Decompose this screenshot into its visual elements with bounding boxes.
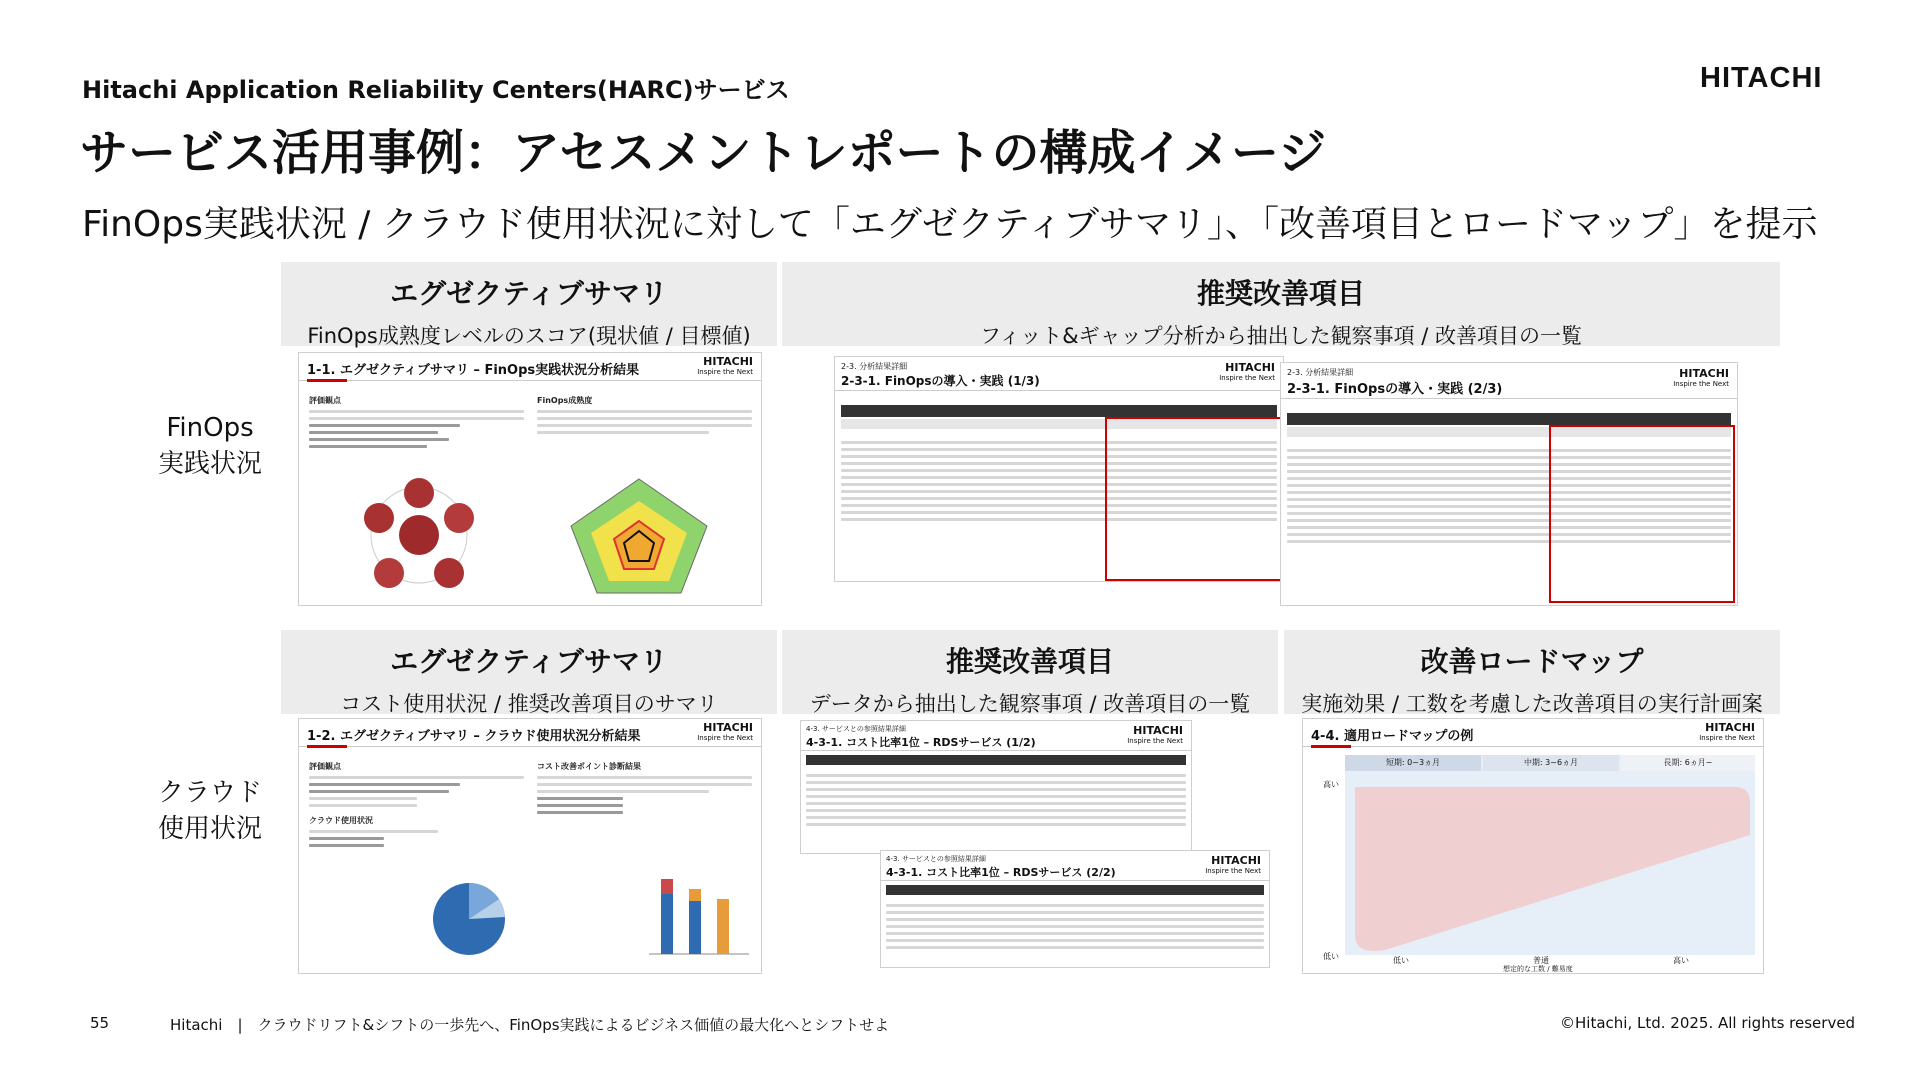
thumbnail-logo: HITACHI Inspire the Next: [1219, 361, 1275, 382]
thumbnail-right-text: [537, 395, 752, 438]
row-label-cloud: [140, 775, 280, 847]
thumbnail-logo: HITACHI Inspire the Next: [1699, 721, 1755, 742]
thumbnail-title: 2-3-1. FinOpsの導入・実践 (1/3): [841, 374, 1040, 388]
header-box-cloud-roadmap: [1284, 630, 1780, 714]
thumbnail-section: 4-3. サービスとの参照結果詳細: [886, 855, 986, 863]
box-subtitle: コスト使用状況 / 推奨改善項目のサマリ: [340, 692, 718, 716]
thumbnail-logo: HITACHI Inspire the Next: [697, 355, 753, 376]
thumbnail-title: 1-1. エグゼクティブサマリ – FinOps実践状況分析結果: [307, 363, 640, 378]
box-title: 推奨改善項目: [945, 645, 1114, 678]
thumbnail-finops-improvements-1: [834, 356, 1284, 582]
y-axis-high: 高い: [1323, 780, 1339, 789]
thumbnail-title: 1-2. エグゼクティブサマリ – クラウド使用状況分析結果: [307, 729, 641, 744]
thumbnail-header: [1303, 719, 1763, 747]
thumbnail-header: [881, 851, 1269, 881]
header-box-cloud-exec-summary: [281, 630, 777, 714]
row-label-finops: [140, 410, 280, 482]
thumbnail-logo: HITACHI Inspire the Next: [1205, 854, 1261, 875]
box-subtitle: FinOps成熟度レベルのスコア(現状値 / 目標値): [307, 324, 751, 348]
thumbnail-title: 4-3-1. コスト比率1位 – RDSサービス (1/2): [806, 736, 1036, 749]
thumbnail-section: 4-3. サービスとの参照結果詳細: [806, 725, 906, 733]
thumbnail-title: 4-3-1. コスト比率1位 – RDSサービス (2/2): [886, 866, 1116, 879]
box-subtitle: フィット&ギャップ分析から抽出した観察事項 / 改善項目の一覧: [979, 324, 1583, 348]
section-head: 評価観点: [309, 762, 341, 771]
y-axis-low: 低い: [1323, 952, 1339, 961]
thumbnail-logo: HITACHI Inspire the Next: [1127, 724, 1183, 745]
thumbnail-title: 4-4. 適用ロードマップの例: [1311, 729, 1474, 744]
thumbnail-header: [299, 353, 761, 381]
table-header: [841, 405, 1277, 417]
table-body: [881, 895, 1269, 958]
phase-short: 短期: 0~3ヵ月: [1345, 755, 1481, 771]
section-head: コスト改善ポイント診断結果: [537, 762, 641, 771]
table-header: [886, 885, 1264, 895]
thumbnail-finops-improvements-2: [1280, 362, 1738, 606]
page-number: 55: [90, 1014, 110, 1032]
row-label-line: 実践状況: [157, 449, 262, 479]
table-header: [806, 755, 1186, 765]
row-label-line: クラウド: [157, 778, 262, 808]
section-head: FinOps成熟度: [537, 396, 593, 405]
header-box-finops-exec-summary: [281, 262, 777, 346]
service-name: Hitachi Application Reliability Centers(HARC)サービス: [82, 76, 790, 104]
accent-bar: [307, 745, 347, 748]
thumbnail-header: [299, 719, 761, 747]
box-title: エグゼクティブサマリ: [390, 645, 668, 678]
thumbnail-header: [801, 721, 1191, 751]
slide-title: サービス活用事例：アセスメントレポートの構成イメージ: [80, 125, 1327, 181]
x-axis-label: 想定的な工数 / 難易度: [1503, 965, 1573, 973]
row-label-line: 使用状況: [157, 814, 262, 844]
thumbnail-cloud-exec-summary: [298, 718, 762, 974]
row-label-line: FinOps: [166, 413, 254, 443]
thumbnail-cloud-improvements-2: [880, 850, 1270, 968]
box-title: 推奨改善項目: [1196, 277, 1365, 310]
thumbnail-title: 2-3-1. FinOpsの導入・実践 (2/3): [1287, 382, 1503, 397]
phase-mid: 中期: 3~6ヵ月: [1483, 755, 1619, 771]
accent-bar: [1311, 745, 1351, 748]
thumbnail-cloud-improvements-1: [800, 720, 1192, 854]
roadmap-band: [1345, 775, 1755, 955]
x-axis-mid: 普通: [1533, 956, 1549, 965]
accent-bar: [307, 379, 347, 382]
slide-subtitle: FinOps実践状況 / クラウド使用状況に対して「エグゼクティブサマリ」、「改善項目とロードマップ」を提示: [82, 204, 1818, 245]
thumbnail-left-text: [309, 761, 524, 851]
table-header: [1287, 413, 1731, 425]
header-box-cloud-improvements: [782, 630, 1278, 714]
x-axis-low: 低い: [1393, 956, 1409, 965]
cost-pie-chart: [429, 879, 509, 959]
copyright: ©Hitachi, Ltd. 2025. All rights reserved: [1560, 1014, 1856, 1032]
assessment-circle-diagram: [319, 473, 519, 598]
cost-bar-chart: [649, 849, 749, 959]
table-body: [801, 765, 1191, 835]
section-head: 評価観点: [309, 396, 341, 405]
thumbnail-section: 2-3. 分析結果詳細: [841, 362, 908, 371]
thumbnail-section: 2-3. 分析結果詳細: [1287, 368, 1354, 377]
highlight-box: [1549, 425, 1735, 603]
phase-long: 長期: 6ヵ月~: [1621, 755, 1755, 771]
section-head: クラウド使用状況: [309, 816, 373, 825]
thumbnail-logo: HITACHI Inspire the Next: [1673, 367, 1729, 388]
thumbnail-finops-exec-summary: [298, 352, 762, 606]
footer-text: Hitachi | クラウドリフト&シフトの一歩先へ、FinOps実践によるビジネス価値の最大化へとシフトせよ: [170, 1016, 890, 1034]
box-subtitle: 実施効果 / 工数を考慮した改善項目の実行計画案: [1301, 692, 1763, 716]
box-title: エグゼクティブサマリ: [390, 277, 668, 310]
thumbnail-logo: HITACHI Inspire the Next: [697, 721, 753, 742]
thumbnail-roadmap: [1302, 718, 1764, 974]
box-title: 改善ロードマップ: [1420, 645, 1644, 678]
highlight-box: [1105, 417, 1283, 581]
thumbnail-header: [835, 357, 1283, 391]
x-axis-high: 高い: [1673, 956, 1689, 965]
thumbnail-header: [1281, 363, 1737, 399]
maturity-radar-chart: [539, 471, 739, 601]
thumbnail-right-text: [537, 761, 752, 818]
box-subtitle: データから抽出した観察事項 / 改善項目の一覧: [809, 692, 1251, 716]
hitachi-logo: HITACHI: [1700, 62, 1823, 94]
thumbnail-left-text: [309, 395, 524, 452]
header-box-finops-improvements: [782, 262, 1780, 346]
